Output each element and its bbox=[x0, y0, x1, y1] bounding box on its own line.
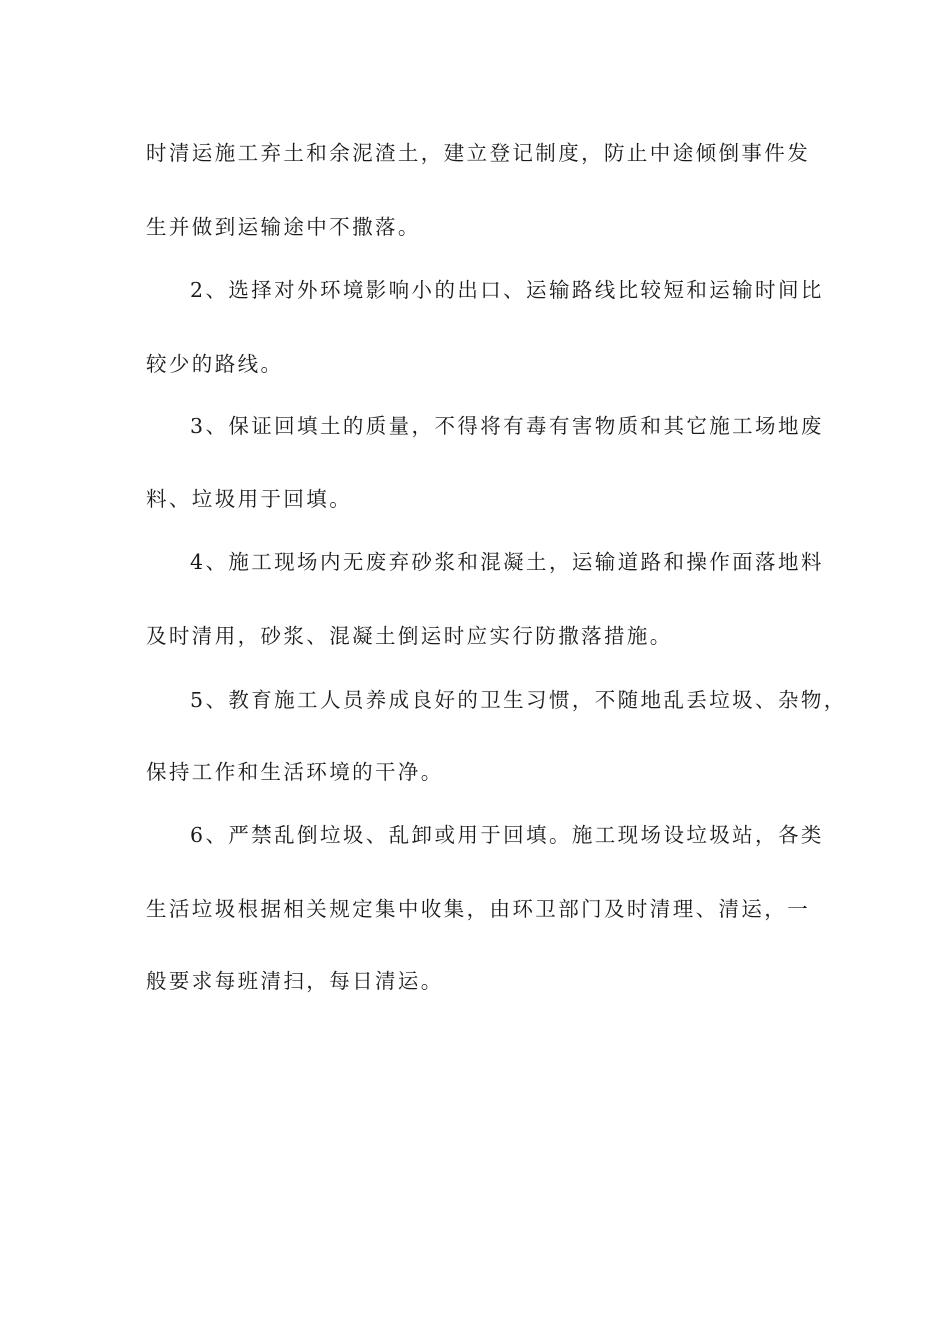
list-item-4-line: 4、施工现场内无废弃砂浆和混凝土，运输道路和操作面落地料 bbox=[190, 550, 824, 574]
list-item-3-line: 3、保证回填土的质量，不得将有毒有害物质和其它施工场地废 bbox=[190, 414, 824, 438]
paragraph-line: 生活垃圾根据相关规定集中收集，由环卫部门及时清理、清运，一 bbox=[146, 897, 811, 921]
paragraph-line: 保持工作和生活环境的干净。 bbox=[146, 760, 444, 784]
paragraph-line: 及时清用，砂浆、混凝土倒运时应实行防撒落措施。 bbox=[146, 624, 673, 648]
list-item-2-line: 2、选择对外环境影响小的出口、运输路线比较短和运输时间比 bbox=[190, 278, 824, 302]
paragraph-line: 时清运施工弃土和余泥渣土，建立登记制度，防止中途倾倒事件发 bbox=[146, 141, 811, 165]
list-item-6-line: 6、严禁乱倒垃圾、乱卸或用于回填。施工现场设垃圾站，各类 bbox=[190, 823, 824, 847]
list-item-5-line: 5、教育施工人员养成良好的卫生习惯，不随地乱丢垃圾、杂物， bbox=[190, 688, 847, 712]
paragraph-line: 生并做到运输途中不撒落。 bbox=[146, 215, 421, 239]
paragraph-line: 般要求每班清扫，每日清运。 bbox=[146, 969, 444, 993]
paragraph-line: 料、垃圾用于回填。 bbox=[146, 487, 353, 511]
paragraph-line: 较少的路线。 bbox=[146, 352, 284, 376]
